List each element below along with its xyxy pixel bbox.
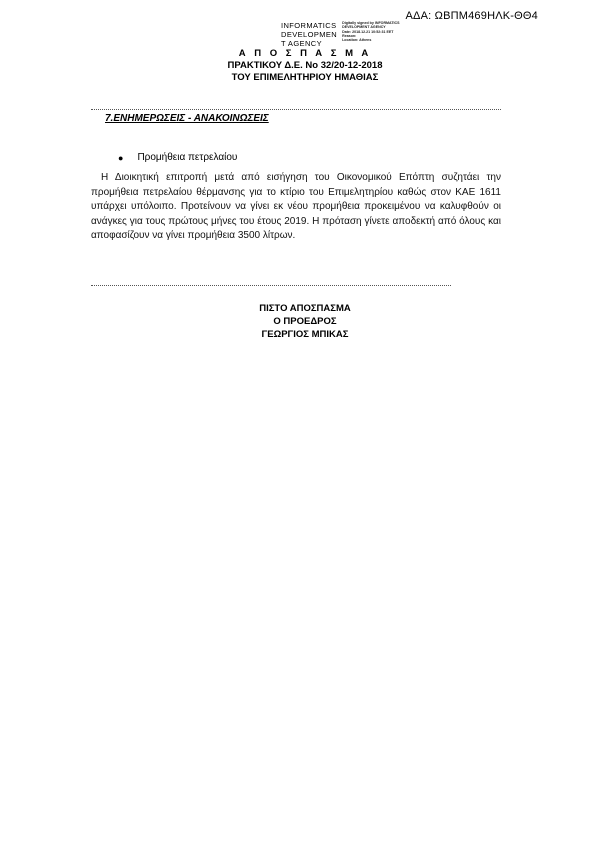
signature-detail-2: DEVELOPMENT AGENCY (342, 25, 386, 30)
bullet-icon: ● (118, 152, 124, 163)
signature-detail-1: Digitally signed by INFORMATICS (342, 21, 400, 25)
ada-code: ΑΔΑ: ΩΒΠΜ469ΗΛΚ-ΘΘ4 (405, 10, 538, 22)
body-paragraph: Η Διοικητική επιτροπή μετά από εισήγηση του Οικονομικού Επόπτη συζητάει την προμήθεια πετρελαίου θέρμανσης για το κτίριο του Επιμελητηρίου καθώς στον ΚΑΕ 1611 υπάρχει υπόλοιπο. Προτείνουν να γίνει εκ νέου προμήθεια προκειμένου να καλυφθούν οι ανάγκες για τους πρώτους μήνες του έτους 2019. Η πρόταση γίνετε αποδεκτή από όλους και αποφασίζουν να γίνει προμήθεια 3500 λίτρων. (91, 172, 501, 241)
digital-signature-stamp (281, 21, 400, 48)
header-organization: ΤΟΥ ΕΠΙΜΕΛΗΤΗΡΙΟΥ ΗΜΑΘΙΑΣ (231, 72, 379, 83)
document-footer (150, 302, 460, 341)
header-minutes-number: ΠΡΑΚΤΙΚΟΥ Δ.Ε. Νο 32/20-12-2018 (227, 60, 383, 71)
signature-detail-5: Location: Athens (342, 38, 372, 43)
document-header (150, 48, 460, 84)
section-title: 7.ΕΝΗΜΕΡΩΣΕΙΣ - ΑΝΑΚΟΙΝΩΣΕΙΣ (105, 113, 269, 124)
top-dotted-divider (91, 109, 501, 110)
footer-signatory-name: ΓΕΩΡΓΙΟΣ ΜΠΙΚΑΣ (261, 329, 349, 340)
footer-role: Ο ΠΡΟΕΔΡΟΣ (273, 316, 337, 327)
signature-line-1: INFORMATICS (281, 21, 337, 30)
header-title: Α Π Ο Σ Π Α Σ Μ Α (238, 48, 372, 59)
footer-certified-copy: ΠΙΣΤΟ ΑΠΟΣΠΑΣΜΑ (259, 303, 351, 314)
signature-signer (281, 21, 337, 48)
bullet-item (118, 152, 237, 163)
signature-line-2: DEVELOPMEN (281, 30, 338, 39)
signature-detail-4: Reason: (342, 33, 357, 38)
signature-detail-3: Date: 2018.12.21 10:52:31 EET (342, 29, 394, 34)
bullet-text: Προμήθεια πετρελαίου (137, 152, 238, 163)
bottom-dotted-divider (91, 285, 451, 286)
signature-details (342, 21, 399, 42)
signature-line-3: T AGENCY (281, 39, 322, 48)
